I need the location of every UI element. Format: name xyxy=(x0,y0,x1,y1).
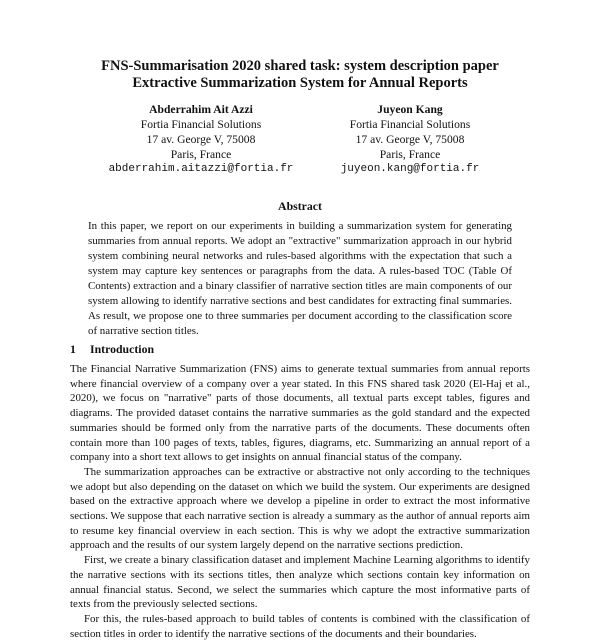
section-heading xyxy=(70,342,154,357)
author-address: 17 av. George V, 75008 xyxy=(355,133,465,146)
body-paragraph: The summarization approaches can be extractive or abstractive not only according to the techniques we adopt but also depending on the dataset on which we build the system. Our experiments are designed based on the extractive approach where we develop a pipeline in order to extract the most informative sections. We suppose that each narrative section is already a summary as the author of annual reports aim to resume key financial overview in each section. This is why we adopt the extractive summarization approach and the results of our system largely depend on the narrative sections prediction. xyxy=(70,465,530,552)
paper-title-line-2: Extractive Summarization System for Annual Reports xyxy=(132,75,468,91)
author-block-2 xyxy=(295,102,525,177)
abstract-text: In this paper, we report on our experiments in building a summarization system for generating summaries from annual reports. We adopt an "extractive" summarization approach in our hybrid system combining neural networks and rules-based algorithms with the expectation that such a system may capture key sentences or paragraphs from the data. A rules-based TOC (Table Of Contents) extraction and a binary classifier of narrative section titles are main components of our system allowing to identify narrative sections and best candidates for extracting final summaries. As result, we propose one to three summaries per document according to the classification score of narrative section titles. xyxy=(88,220,512,337)
author-address: 17 av. George V, 75008 xyxy=(146,133,256,146)
body-paragraph: For this, the rules-based approach to build tables of contents is combined with the classification of section titles in order to identify the narrative sections of the documents and their boundaries. xyxy=(70,612,530,640)
author-email: juyeon.kang@fortia.fr xyxy=(340,163,480,175)
author-city: Paris, France xyxy=(379,148,441,161)
paper-title-line-1: FNS-Summarisation 2020 shared task: system description paper xyxy=(101,58,499,74)
author-name: Juyeon Kang xyxy=(377,103,443,116)
author-city: Paris, France xyxy=(170,148,232,161)
author-email: abderrahim.aitazzi@fortia.fr xyxy=(108,163,294,175)
author-name: Abderrahim Ait Azzi xyxy=(149,103,253,116)
author-block-1 xyxy=(86,102,316,177)
abstract-heading: Abstract xyxy=(278,199,322,213)
section-number: 1 xyxy=(70,342,76,356)
author-affiliation: Fortia Financial Solutions xyxy=(140,118,262,131)
body-paragraph: First, we create a binary classification dataset and implement Machine Learning algorithms to identify the narrative sections with its sections titles, then analyze which sections contain key information on annual financial status. Second, we select the summaries which capture the most informative parts of texts from the previously selected sections. xyxy=(70,554,530,611)
body-paragraph: The Financial Narrative Summarization (FNS) aims to generate textual summaries from annual reports where financial overview of a company over a year stated. In this FNS shared task 2020 (El-Haj et al., 2020), we focus on "narrative" parts of those documents, all textual parts except tables, figures and diagrams. The provided dataset contains the narrative summaries as the gold standard and the expected summaries should be formed only from the narrative parts of the documents. These documents often contain more than 100 pages of texts, tables, figures, diagrams, etc. Summarizing an annual report of a company into a short text allows to get insights on annual financial status of the company. xyxy=(70,363,530,464)
author-affiliation: Fortia Financial Solutions xyxy=(349,118,471,131)
section-body xyxy=(70,362,530,641)
section-title: Introduction xyxy=(90,342,155,356)
